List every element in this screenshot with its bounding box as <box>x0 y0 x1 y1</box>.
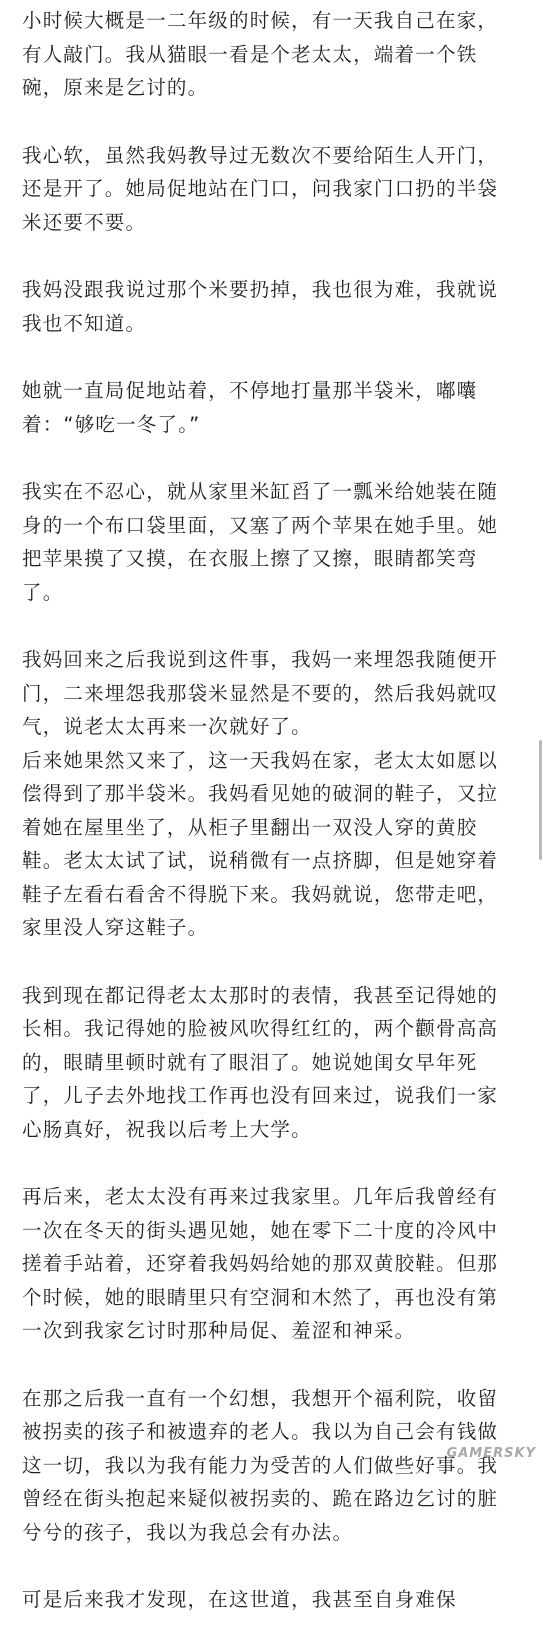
paragraph-9: 再后来，老太太没有再来过我家里。几年后我曾经有 一次在冬天的街头遇见她，她在零下二十度的冷风中 搓着手站着，还穿着我妈妈给她的那双黄胶鞋。但那 个时候，她的眼睛里只有空洞和木然了，再也没有第 一次到我家乞讨时那种局促、羞涩和神采。 <box>22 1185 499 1342</box>
article-body <box>22 4 540 1651</box>
paragraph-11: 可是后来我才发现，在这世道，我甚至自身难保 <box>22 1588 457 1611</box>
paragraph-3: 我妈没跟我说过那个米要扔掉，我也很为难，我就说 我也不知道。 <box>22 278 499 335</box>
paragraph-6: 我妈回来之后我说到这件事，我妈一来埋怨我随便开 门，二来埋怨我那袋米显然是不要的，然后我妈就叹 气，说老太太再来一次就好了。 <box>22 648 499 738</box>
watermark-logo: GAMERSKY <box>446 1446 536 1461</box>
paragraph-1: 小时候大概是一二年级的时候，有一天我自己在家， 有人敲门。我从猫眼一看是个老太太，端着一个铁 碗，原来是乞讨的。 <box>22 9 499 99</box>
paragraph-7: 后来她果然又来了，这一天我妈在家，老太太如愿以 偿得到了那半袋米。我妈看见她的破洞的鞋子，又拉 着她在屋里坐了，从柜子里翻出一双没人穿的黄胶 鞋。老太太试了试，说稍微有一点挤脚，但是她穿着 鞋子左看右看舍不得脱下来。我妈就说，您带走吧， 家里没人穿这鞋子。 <box>22 748 499 939</box>
paragraph-4: 她就一直局促地站着，不停地打量那半袋米，嘟囔 着：“够吃一冬了。” <box>22 379 478 436</box>
paragraph-5: 我实在不忍心，就从家里米缸舀了一瓢米给她装在随 身的一个布口袋里面，又塞了两个苹果在她手里。她 把苹果摸了又摸，在衣服上擦了又擦，眼睛都笑弯 了。 <box>22 480 499 604</box>
paragraph-10: 在那之后我一直有一个幻想，我想开个福利院，收留 被拐卖的孩子和被遗弃的老人。我以为自己会有钱做 这一切，我以为我有能力为受苦的人们做些好事。我 曾经在街头抱起来疑似被拐卖的、跪在路边乞讨的脏 兮兮的孩子，我以为我总会有办法。 <box>22 1386 499 1544</box>
scrollbar-thumb[interactable] <box>539 740 542 860</box>
paragraph-8: 我到现在都记得老太太那时的表情，我甚至记得她的 长相。我记得她的脸被风吹得红红的，两个颧骨高高 的，眼睛里顿时就有了眼泪了。她说她闺女早年死 了，儿子去外地找工作再也没有回来过，说我们一家 心肠真好，祝我以后考上大学。 <box>22 983 499 1141</box>
paragraph-2: 我心软，虽然我妈教导过无数次不要给陌生人开门， 还是开了。她局促地站在门口，问我家门口扔的半袋 米还要不要。 <box>22 143 499 234</box>
